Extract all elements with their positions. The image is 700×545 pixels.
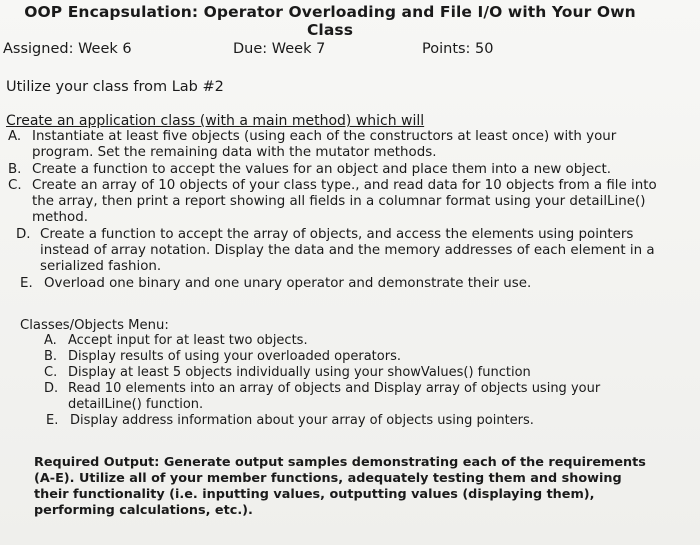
text-line: Display address information about your array of objects using pointers. [70,412,534,428]
text-line: their functionality (i.e. inputting values, outputting values (displaying them), [34,487,595,502]
list-marker: C. [44,364,58,380]
text-line: Instantiate at least five objects (using each of the constructors at least once) with your [32,129,617,144]
list-marker: B. [8,161,22,177]
list-item-text [70,413,664,429]
assigned-label: Assigned: Week 6 [3,41,132,57]
intro-text: Utilize your class from Lab #2 [6,79,224,95]
list-item-text [40,227,696,276]
required-output-paragraph [34,455,674,519]
list-item [6,227,696,276]
list-marker: D. [44,380,59,396]
requirements-list [6,129,696,292]
list-item-text [32,162,696,178]
list-item [6,178,696,227]
list-item [44,333,664,349]
list-item-text [32,178,696,227]
requirements-lead: Create an application class (with a main method) which will [6,113,425,129]
points-label: Points: 50 [422,41,494,57]
menu-heading: Classes/Objects Menu: [20,318,169,333]
text-line: (A-E). Utilize all of your member functions, adequately testing them and showing [34,471,622,486]
list-item-text [68,349,664,365]
text-line: performing calculations, etc.). [34,503,253,518]
text-line: Read 10 elements into an array of objects and Display array of objects using your [68,380,601,396]
list-marker: E. [20,275,33,291]
list-item-text [68,333,664,349]
text-line: Display results of using your overloaded operators. [68,348,401,364]
list-item-text [32,129,696,162]
due-label: Due: Week 7 [233,41,326,57]
list-item [44,365,664,381]
list-marker: B. [44,348,58,364]
text-line: method. [32,210,88,226]
text-line: Create a function to accept the values for an object and place them into a new object. [32,161,612,177]
text-line: serialized fashion. [40,259,162,275]
text-line: Create a function to accept the array of objects, and access the elements using pointers [40,226,634,242]
text-line: program. Set the remaining data with the mutator methods. [32,145,437,161]
text-line: Accept input for at least two objects. [68,333,308,348]
list-marker: C. [8,177,22,193]
list-item-text [68,381,664,413]
list-marker: E. [46,412,59,428]
list-marker: A. [44,333,57,348]
document-title: OOP Encapsulation: Operator Overloading and File I/O with Your Own Class [24,3,636,39]
text-line: Required Output: Generate output samples demonstrating each of the requirements [34,455,646,470]
list-item [6,162,696,178]
text-line: Create an array of 10 objects of your class type., and read data for 10 objects from a file into [32,177,657,193]
text-line: detailLine() function. [68,396,204,412]
list-item-text [44,276,696,292]
list-item-text [68,365,664,381]
list-item [44,349,664,365]
list-item [6,129,696,162]
list-item [44,381,664,413]
text-line: instead of array notation. Display the data and the memory addresses of each element in a [40,243,655,259]
list-marker: D. [16,226,31,242]
text-line: Display at least 5 objects individually using your showValues() function [68,364,531,380]
list-marker: A. [8,129,22,144]
list-item [6,276,696,292]
list-item [44,413,664,429]
menu-list [44,333,664,428]
text-line: the array, then print a report showing all fields in a columnar format using your detailLine() [32,194,646,210]
text-line: Overload one binary and one unary operator and demonstrate their use. [44,275,532,291]
